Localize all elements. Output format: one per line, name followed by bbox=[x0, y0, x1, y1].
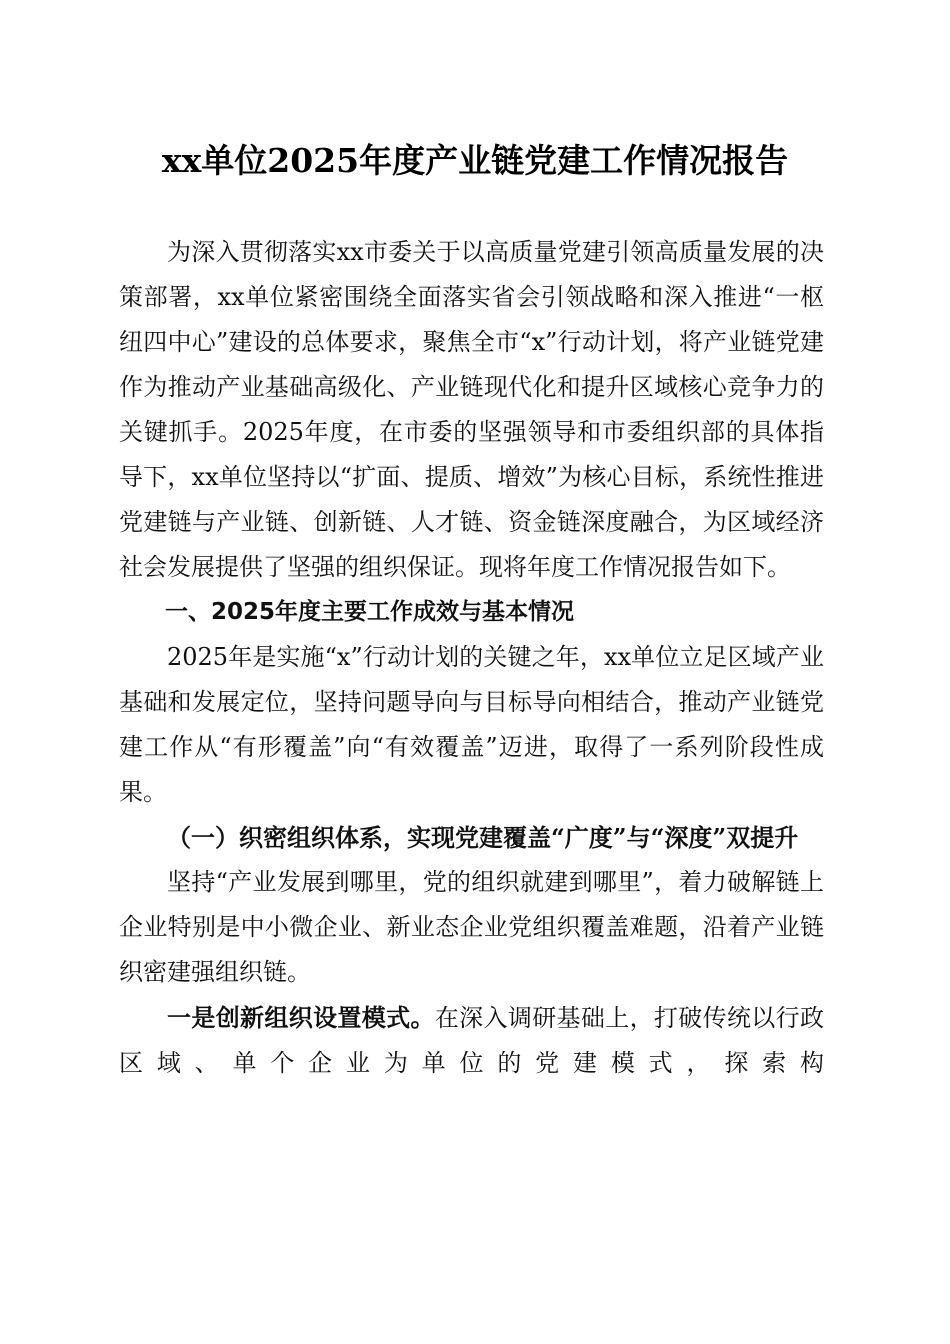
document-body bbox=[119, 230, 824, 1086]
point-1-text: 在深入调研基础上，打破传统以行政区域、单个企业为单位的党建模式，探索构 bbox=[119, 1004, 825, 1077]
document-title: xx单位2025年度产业链党建工作情况报告 bbox=[161, 141, 789, 180]
point-1-lead: 一是创新组织设置模式。 bbox=[167, 1003, 435, 1032]
section-1-paragraph: 2025年是实施“x”行动计划的关键之年，xx单位立足区域产业基础和发展定位，坚持问题导向与目标导向相结合，推动产业链党建工作从“有形覆盖”向“有效覆盖”迈进，取得了一系列阶段性成果。 bbox=[119, 643, 824, 806]
subsection-1-paragraph: 坚持“产业发展到哪里，党的组织就建到哪里”，着力破解链上企业特别是中小微企业、新业态企业党组织覆盖难题，沿着产业链织密建强组织链。 bbox=[119, 868, 824, 986]
intro-paragraph: 为深入贯彻落实xx市委关于以高质量党建引领高质量发展的决策部署，xx单位紧密围绕全面落实省会引领战略和深入推进“一枢纽四中心”建设的总体要求，聚焦全市“x”行动计划，将产业链党建作为推动产业基础高级化、产业链现代化和提升区域核心竞争力的关键抓手。2025年度，在市委的坚强领导和市委组织部的具体指导下，xx单位坚持以“扩面、提质、增效”为核心目标，系统性推进党建链与产业链、创新链、人才链、资金链深度融合，为区域经济社会发展提供了坚强的组织保证。现将年度工作情况报告如下。 bbox=[119, 238, 824, 581]
section-1-heading: 一、2025年度主要工作成效与基本情况 bbox=[165, 599, 575, 625]
subsection-1-heading: （一）织密组织体系，实现党建覆盖“广度”与“深度”双提升 bbox=[167, 823, 799, 852]
point-1-paragraph bbox=[119, 995, 824, 1086]
